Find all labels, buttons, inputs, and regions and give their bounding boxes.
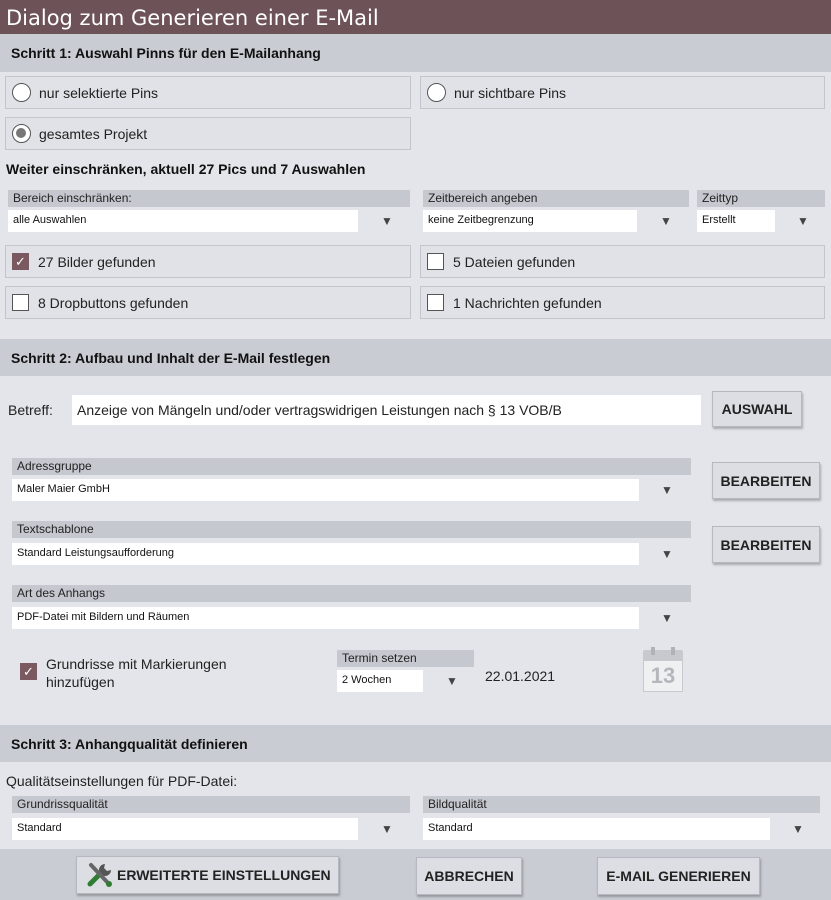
restrict-heading: Weiter einschränken, aktuell 27 Pics und 7 Auswahlen [6,161,366,177]
attachment-type-label: Art des Anhangs [12,585,691,602]
radio-icon [427,83,446,102]
check-files[interactable] [420,245,825,278]
chevron-down-icon[interactable]: ▼ [446,674,458,688]
advanced-settings-label: ERWEITERTE EINSTELLUNGEN [117,867,331,883]
calendar-icon[interactable] [643,650,683,694]
range-select[interactable]: alle Auswahlen [8,210,358,232]
edit-text-template-button[interactable]: BEARBEITEN [712,526,820,563]
time-range-label: Zeitbereich angeben [423,190,689,207]
check-images-label: 27 Bilder gefunden [38,253,156,270]
window-title: Dialog zum Generieren einer E-Mail [0,0,831,34]
image-quality-select[interactable]: Standard [423,818,770,840]
step1-heading: Schritt 1: Auswahl Pinns für den E-Mailanhang [0,34,831,72]
check-dropbuttons[interactable] [5,286,411,319]
chevron-down-icon[interactable]: ▼ [797,214,809,228]
radio-selected-pins-label: nur selektierte Pins [39,84,159,101]
floorplan-quality-select[interactable]: Standard [12,818,358,840]
quality-heading: Qualitätseinstellungen für PDF-Datei: [6,773,238,789]
edit-address-group-button[interactable]: BEARBEITEN [712,462,820,499]
chevron-down-icon[interactable]: ▼ [661,611,673,625]
deadline-label: Termin setzen [337,650,474,667]
address-group-select[interactable]: Maler Maier GmbH [12,479,639,501]
check-messages-label: 1 Nachrichten gefunden [453,294,602,311]
radio-whole-project[interactable] [5,117,411,150]
time-type-label: Zeittyp [697,190,825,207]
deadline-date: 22.01.2021 [485,668,556,684]
select-subject-button[interactable]: AUSWAHL [712,391,802,427]
floorplans-label-line1: Grundrisse mit Markierungen [46,656,227,672]
chevron-down-icon[interactable]: ▼ [661,547,673,561]
check-images[interactable] [5,245,411,278]
calendar-icon-top [643,650,683,660]
subject-label: Betreff: [8,402,53,418]
check-messages[interactable] [420,286,825,319]
calendar-icon-day: 13 [643,660,683,692]
text-template-label: Textschablone [12,521,691,538]
chevron-down-icon[interactable]: ▼ [661,483,673,497]
image-quality-label: Bildqualität [423,796,820,813]
step2-heading: Schritt 2: Aufbau und Inhalt der E-Mail festlegen [0,339,831,376]
address-group-label: Adressgruppe [12,458,691,475]
chevron-down-icon[interactable]: ▼ [381,214,393,228]
chevron-down-icon[interactable]: ▼ [660,214,672,228]
radio-visible-pins-label: nur sichtbare Pins [454,84,567,101]
check-dropbuttons-label: 8 Dropbuttons gefunden [38,294,189,311]
calendar-icon-ring [671,647,675,655]
cancel-button[interactable]: ABBRECHEN [416,857,522,895]
text-template-select[interactable]: Standard Leistungsaufforderung [12,543,639,565]
generate-email-button[interactable]: E-MAIL GENERIEREN [597,857,760,895]
advanced-settings-button[interactable] [76,856,339,894]
time-range-select[interactable]: keine Zeitbegrenzung [423,210,637,232]
floorplan-quality-label: Grundrissqualität [12,796,410,813]
time-type-select[interactable]: Erstellt [697,210,775,232]
radio-selected-pins[interactable] [5,76,411,109]
checkmark-icon: ✓ [20,663,37,680]
radio-selected-icon [12,124,31,143]
chevron-down-icon[interactable]: ▼ [792,822,804,836]
floorplans-label [46,655,227,691]
range-label: Bereich einschränken: [8,190,410,207]
checkbox-icon [427,294,444,311]
radio-whole-project-label: gesamtes Projekt [39,125,148,142]
radio-visible-pins[interactable] [420,76,825,109]
attachment-type-select[interactable]: PDF-Datei mit Bildern und Räumen [12,607,639,629]
step3-heading: Schritt 3: Anhangqualität definieren [0,725,831,762]
floorplans-checkbox[interactable] [20,663,46,680]
radio-icon [12,83,31,102]
calendar-icon-ring [651,647,655,655]
floorplans-label-line2: hinzufügen [46,674,115,690]
chevron-down-icon[interactable]: ▼ [381,822,393,836]
tools-icon [85,860,115,890]
deadline-select[interactable]: 2 Wochen [337,670,423,692]
check-files-label: 5 Dateien gefunden [453,253,576,270]
checkmark-icon: ✓ [12,253,29,270]
subject-input[interactable]: Anzeige von Mängeln und/oder vertragswidrigen Leistungen nach § 13 VOB/B [72,395,701,425]
checkbox-icon [12,294,29,311]
checkbox-icon [427,253,444,270]
